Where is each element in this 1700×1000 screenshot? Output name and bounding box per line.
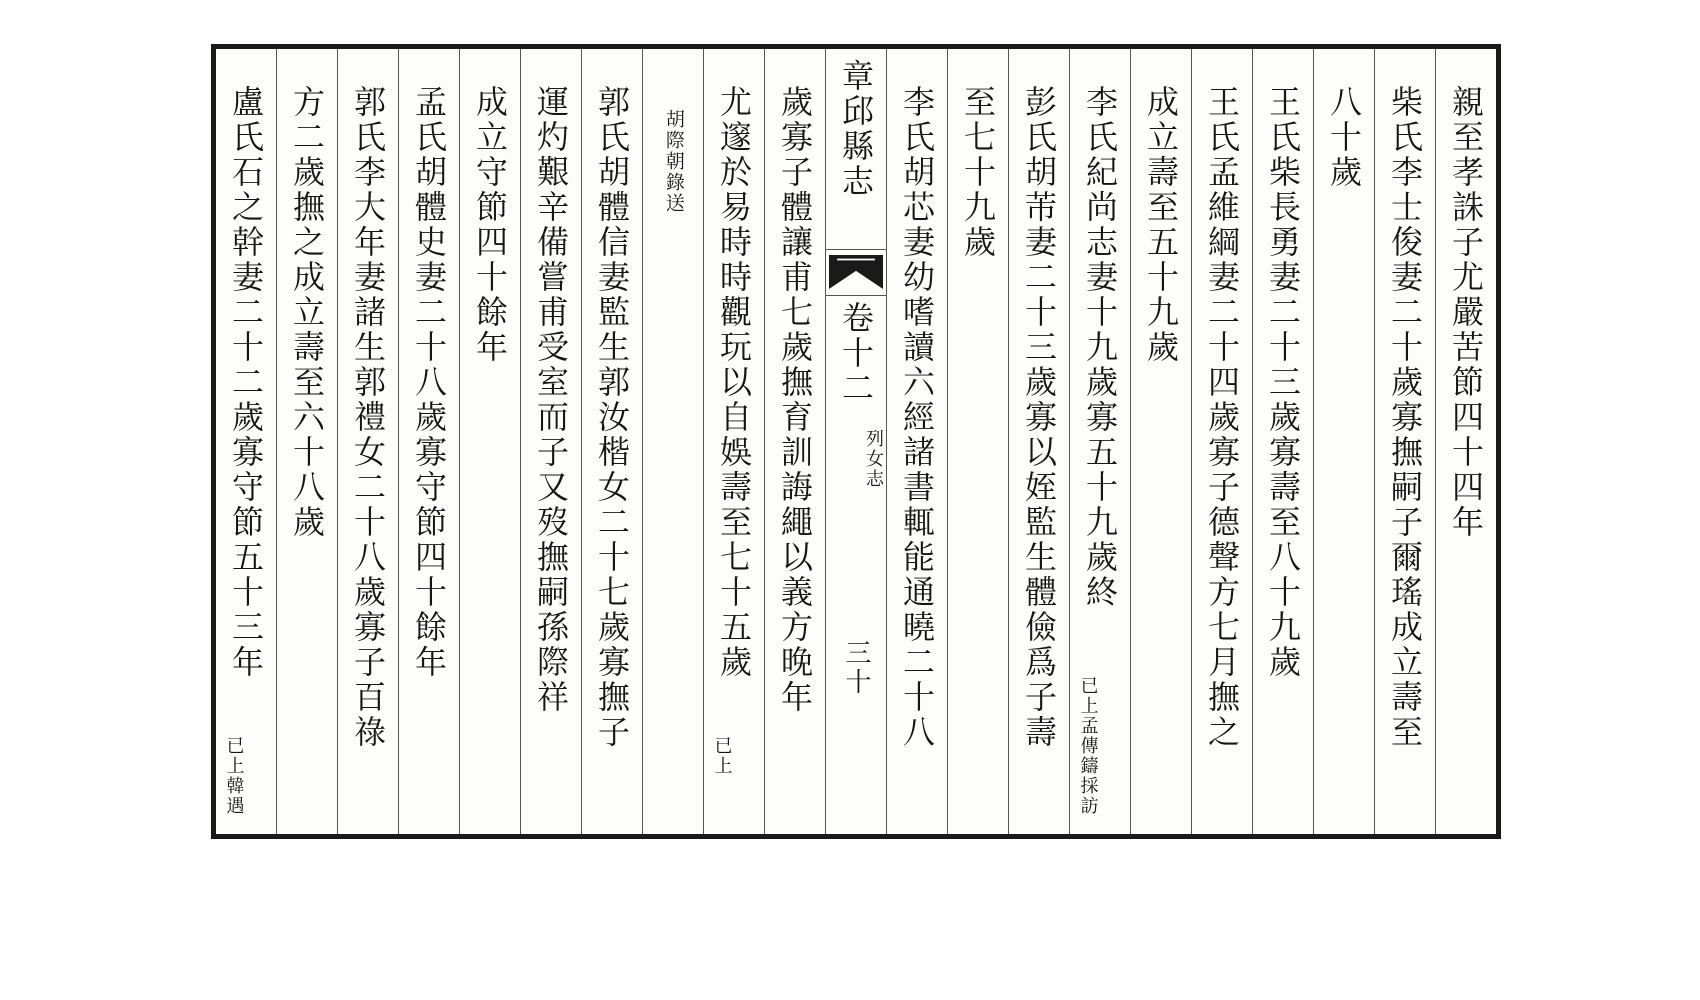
text-column <box>277 49 338 834</box>
text-column <box>521 49 582 834</box>
text-column <box>948 49 1009 834</box>
text-column <box>1192 49 1253 834</box>
text-column <box>1131 49 1192 834</box>
text-column <box>1375 49 1436 834</box>
text-column <box>704 49 765 834</box>
column-text: 孟氏胡體史妻二十八歲寡守節四十餘年 <box>410 85 448 680</box>
text-column <box>1314 49 1375 834</box>
text-column <box>887 49 948 834</box>
text-column <box>1070 49 1131 834</box>
text-column <box>216 49 277 834</box>
volume-label: 卷十二 <box>837 301 875 406</box>
column-text: 李氏紀尚志妻十九歲寡五十九歲終 <box>1081 85 1119 610</box>
text-column <box>765 49 826 834</box>
text-column <box>1436 49 1496 834</box>
column-text: 郭氏胡體信妻監生郭汝楷女二十七歲寡撫子 <box>593 85 631 750</box>
column-text: 李氏胡芯妻幼嗜讀六經諸書輒能通曉二十八 <box>898 85 936 750</box>
text-column <box>1009 49 1070 834</box>
annotation-note: 已上孟傳鑄採訪 <box>1077 676 1099 816</box>
column-text: 尤邃於易時時觀玩以自娛壽至七十五歲 <box>715 85 753 680</box>
column-text: 王氏柴長勇妻二十三歲寡壽至八十九歲 <box>1264 85 1302 680</box>
center-fold-column <box>826 49 887 834</box>
book-title: 章邱縣志 <box>837 59 875 199</box>
text-column <box>338 49 399 834</box>
column-text: 八十歲 <box>1325 85 1363 190</box>
column-text: 至七十九歲 <box>959 85 997 260</box>
text-column <box>582 49 643 834</box>
column-text: 親至孝誅子尤嚴苦節四十四年 <box>1447 85 1485 540</box>
column-text: 運灼艱辛備嘗甫受室而子又歿撫嗣孫際祥 <box>532 85 570 715</box>
text-column <box>1253 49 1314 834</box>
page-number: 三十 <box>841 639 871 697</box>
document-page <box>211 44 1501 839</box>
section-label: 列女志 <box>863 429 884 489</box>
column-text: 歲寡子體讓甫七歲撫育訓誨繩以義方晚年 <box>776 85 814 715</box>
text-columns <box>216 49 1496 834</box>
column-text: 彭氏胡芾妻二十三歲寡以姪監生體儉爲子壽 <box>1020 85 1058 750</box>
text-column <box>643 49 704 834</box>
column-text: 王氏孟維綱妻二十四歲寡子德聲方七月撫之 <box>1203 85 1241 750</box>
text-column <box>460 49 521 834</box>
fish-tail-icon <box>829 255 883 289</box>
column-text: 成立壽至五十九歲 <box>1142 85 1180 365</box>
column-text: 方二歲撫之成立壽至六十八歲 <box>288 85 326 540</box>
annotation-note: 已上韓遇 <box>223 736 245 816</box>
column-text: 郭氏李大年妻諸生郭禮女二十八歲寡子百祿 <box>349 85 387 750</box>
column-text: 成立守節四十餘年 <box>471 85 509 365</box>
annotation-note: 已上 <box>711 736 733 776</box>
text-column <box>399 49 460 834</box>
column-text: 盧氏石之幹妻二十二歲寡守節五十三年 <box>227 85 265 680</box>
column-text: 柴氏李士俊妻二十歲寡撫嗣子爾瑤成立壽至 <box>1386 85 1424 750</box>
annotation-note: 胡際朝錄送 <box>662 109 685 214</box>
